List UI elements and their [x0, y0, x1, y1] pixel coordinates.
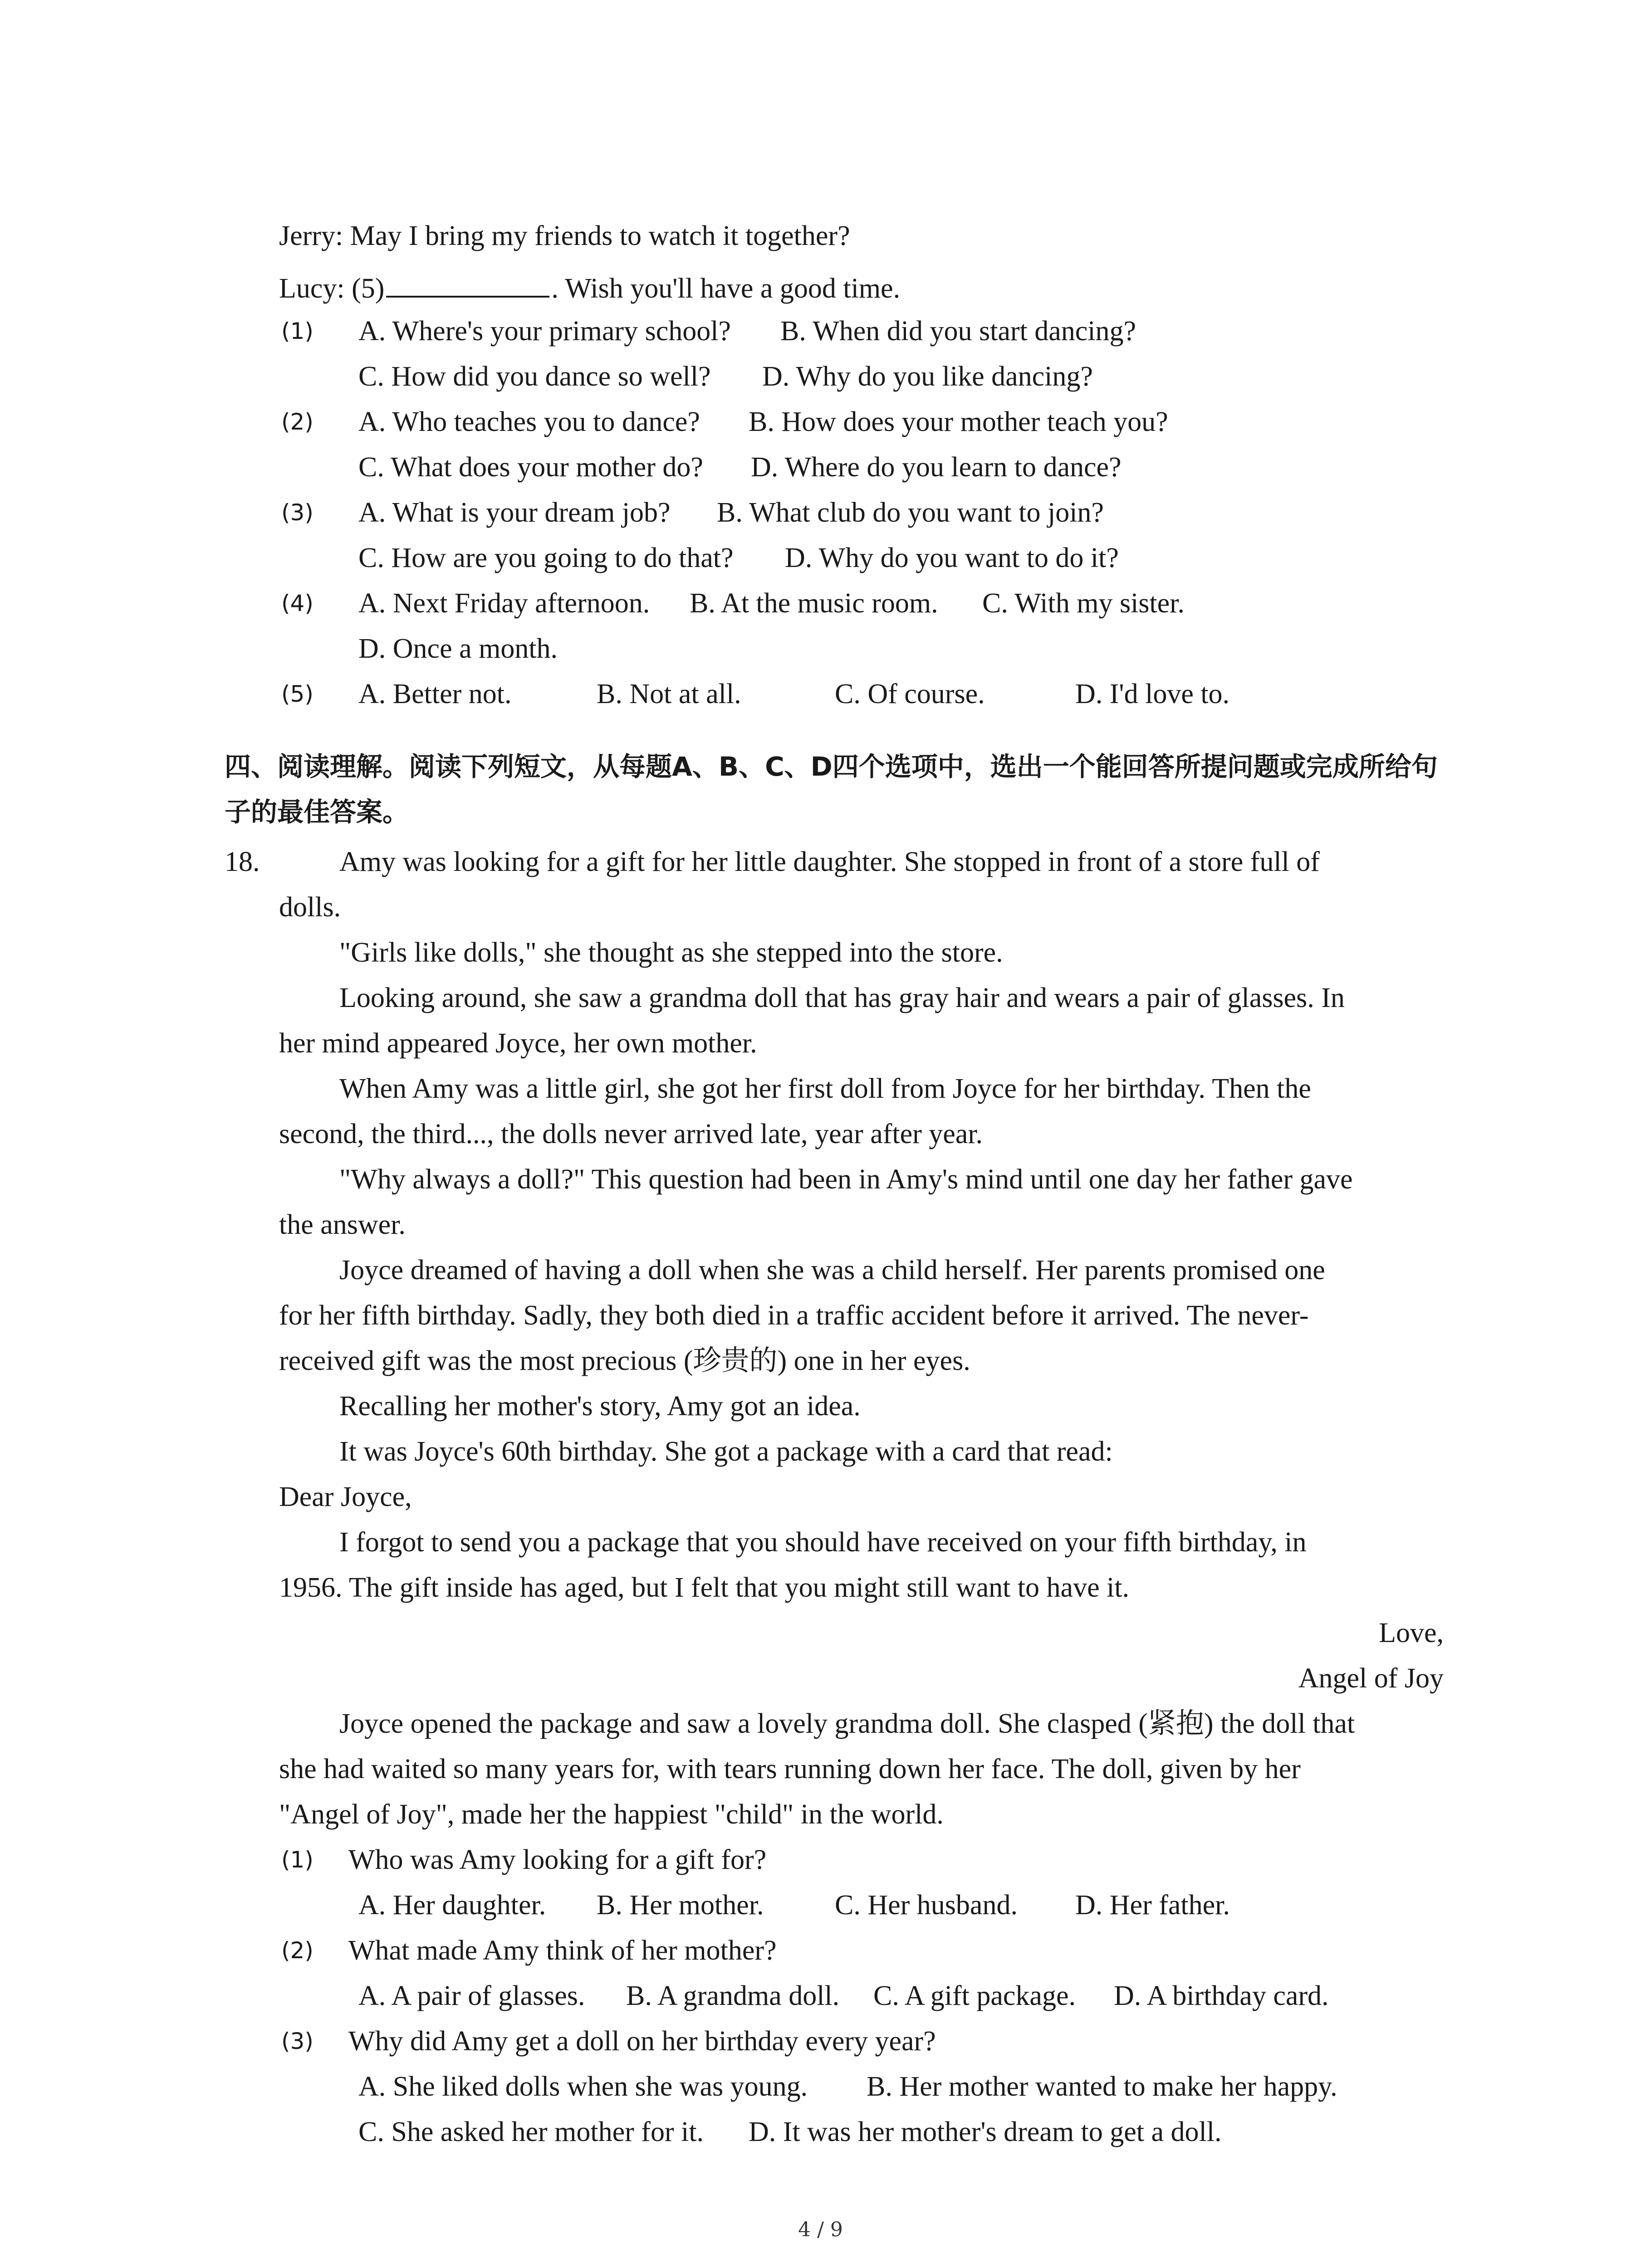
option-c: C. How are you going to do that? [358, 543, 734, 573]
passage-line [0, 1343, 1641, 1379]
option-b: B. When did you start dancing? [780, 316, 1136, 347]
question-text: What made Amy think of her mother? [348, 1935, 777, 1966]
answer-blank [386, 268, 549, 298]
passage-line [0, 934, 1641, 971]
lucy-prefix: Lucy: (5) [279, 273, 385, 304]
passage-text: Amy was looking for a gift for her little daughter. She stopped in front of a store full of [339, 846, 1320, 877]
passage-line [0, 1388, 1641, 1424]
passage-line [0, 1070, 1641, 1107]
passage-text: second, the third..., the dolls never arrived late, year after year. [279, 1119, 983, 1149]
option-b: B. Not at all. [597, 679, 741, 709]
passage-line [0, 1569, 1641, 1606]
option-a: A. Next Friday afternoon. [358, 588, 650, 619]
passage-text: I forgot to send you a package that you should have received on your fifth birthday, in [339, 1527, 1307, 1558]
passage-line [0, 1161, 1641, 1198]
passage-line [0, 980, 1641, 1016]
option-number: (5) [281, 681, 314, 707]
passage-text: "Girls like dolls," she thought as she stepped into the store. [339, 937, 1003, 968]
passage-text: received gift was the most precious (珍贵的) one in her eyes. [279, 1345, 970, 1376]
option-b: B. How does your mother teach you? [749, 406, 1168, 437]
option-a: A. Better not. [358, 679, 512, 709]
option-a: A. What is your dream job? [358, 497, 671, 528]
q17-option-row [0, 313, 1641, 349]
passage-text: Joyce opened the package and saw a lovely grandma doll. She clasped (紧抱) the doll that [339, 1708, 1355, 1739]
question-text: Why did Amy get a doll on her birthday every year? [348, 2026, 936, 2057]
question-options [0, 2114, 1641, 2150]
option-b: B. A grandma doll. [626, 1980, 840, 2011]
question-options [0, 2068, 1641, 2105]
option-d: D. I'd love to. [1075, 679, 1230, 709]
letter-salutation: Dear Joyce, [279, 1481, 412, 1512]
option-c: C. Of course. [835, 679, 985, 709]
letter-closing: Love, [1379, 1618, 1444, 1648]
passage-text: It was Joyce's 60th birthday. She got a package with a card that read: [339, 1436, 1113, 1467]
question-options [0, 1887, 1641, 1923]
option-a: A. Who teaches you to dance? [358, 406, 700, 437]
passage-text: Joyce dreamed of having a doll when she was a child herself. Her parents promised one [339, 1255, 1325, 1286]
passage-text: her mind appeared Joyce, her own mother. [279, 1028, 757, 1059]
option-c: C. What does your mother do? [358, 452, 703, 483]
passage-text: she had waited so many years for, with tears running down her face. The doll, given by her [279, 1754, 1301, 1784]
option-number: (1) [281, 318, 314, 344]
option-b: B. What club do you want to join? [717, 497, 1104, 528]
option-c: C. She asked her mother for it. [358, 2116, 704, 2147]
passage-text: 1956. The gift inside has aged, but I felt that you might still want to have it. [279, 1572, 1130, 1603]
passage-line [0, 1297, 1641, 1334]
option-c: C. A gift package. [873, 1980, 1076, 2011]
question-number: (2) [281, 1937, 314, 1964]
option-b: B. At the music room. [690, 588, 938, 619]
passage-line [0, 1433, 1641, 1470]
passage-line [0, 1025, 1641, 1061]
option-b: B. Her mother wanted to make her happy. [867, 2071, 1337, 2102]
page-number: 4 / 9 [798, 2218, 843, 2241]
passage-line [0, 1660, 1641, 1696]
passage-text: the answer. [279, 1209, 406, 1240]
passage-line [0, 1706, 1641, 1742]
q17-option-row [0, 494, 1641, 531]
lucy-suffix: . Wish you'll have a good time. [551, 273, 901, 304]
passage-text: "Why always a doll?" This question had been in Amy's mind until one day her father gave [339, 1164, 1353, 1195]
dialogue-lucy-line [0, 268, 1641, 304]
dialogue-jerry: Jerry: May I bring my friends to watch it together? [279, 220, 850, 251]
section-heading: 四、阅读理解。阅读下列短文，从每题A、B、C、D四个选项中，选出一个能回答所提问题或完成所给句子的最佳答案。 [225, 751, 1438, 827]
dialogue-lucy [279, 268, 900, 307]
question-row [0, 1842, 1641, 1878]
option-d: D. Once a month. [358, 633, 558, 664]
q17-option-row [0, 585, 1641, 621]
option-c: C. Her husband. [835, 1890, 1018, 1921]
q17-option-row [0, 676, 1641, 712]
q17-option-row [0, 540, 1641, 576]
passage-text: Recalling her mother's story, Amy got an idea. [339, 1391, 861, 1422]
option-a: A. She liked dolls when she was young. [358, 2071, 808, 2102]
passage-line [0, 1207, 1641, 1243]
question-number: (3) [281, 2028, 314, 2054]
passage-line [0, 1751, 1641, 1787]
passage-line [0, 1252, 1641, 1288]
question-row [0, 2023, 1641, 2059]
option-number: (3) [281, 499, 314, 526]
option-a: A. Where's your primary school? [358, 316, 731, 347]
option-d: D. A birthday card. [1114, 1980, 1329, 2011]
passage-line [0, 889, 1641, 925]
option-c: C. With my sister. [982, 588, 1185, 619]
question-text: Who was Amy looking for a gift for? [348, 1844, 767, 1875]
passage-text: dolls. [279, 892, 341, 923]
option-a: A. Her daughter. [358, 1890, 546, 1921]
question-number: (1) [281, 1847, 314, 1873]
passage-line [0, 1524, 1641, 1560]
q17-option-row [0, 631, 1641, 667]
option-d: D. Why do you want to do it? [785, 543, 1119, 573]
option-number: (2) [281, 409, 314, 435]
option-b: B. Her mother. [597, 1890, 764, 1921]
passage-line [0, 1479, 1641, 1515]
question-options [0, 1978, 1641, 2014]
option-d: D. Her father. [1075, 1890, 1230, 1921]
q17-option-row [0, 449, 1641, 485]
question-number: 18. [225, 846, 260, 877]
q17-option-row [0, 358, 1641, 395]
passage-text: When Amy was a little girl, she got her first doll from Joyce for her birthday. Then the [339, 1073, 1311, 1104]
letter-signature: Angel of Joy [1298, 1663, 1444, 1694]
passage-line [0, 1116, 1641, 1152]
dialogue-jerry-line [0, 218, 1641, 254]
option-a: A. A pair of glasses. [358, 1980, 585, 2011]
passage-line [0, 1615, 1641, 1651]
q17-option-row [0, 404, 1641, 440]
passage-line [0, 844, 1641, 880]
passage-text: for her fifth birthday. Sadly, they both died in a traffic accident before it arrived. The never- [279, 1300, 1309, 1331]
question-row [0, 1932, 1641, 1969]
option-d: D. It was her mother's dream to get a doll. [749, 2116, 1222, 2147]
option-number: (4) [281, 590, 314, 616]
passage-text: Looking around, she saw a grandma doll that has gray hair and wears a pair of glasses. In [339, 982, 1345, 1013]
option-c: C. How did you dance so well? [358, 361, 711, 392]
passage-text: "Angel of Joy", made her the happiest "child" in the world. [279, 1799, 944, 1830]
option-d: D. Why do you like dancing? [762, 361, 1093, 392]
option-d: D. Where do you learn to dance? [751, 452, 1122, 483]
passage-line [0, 1796, 1641, 1833]
